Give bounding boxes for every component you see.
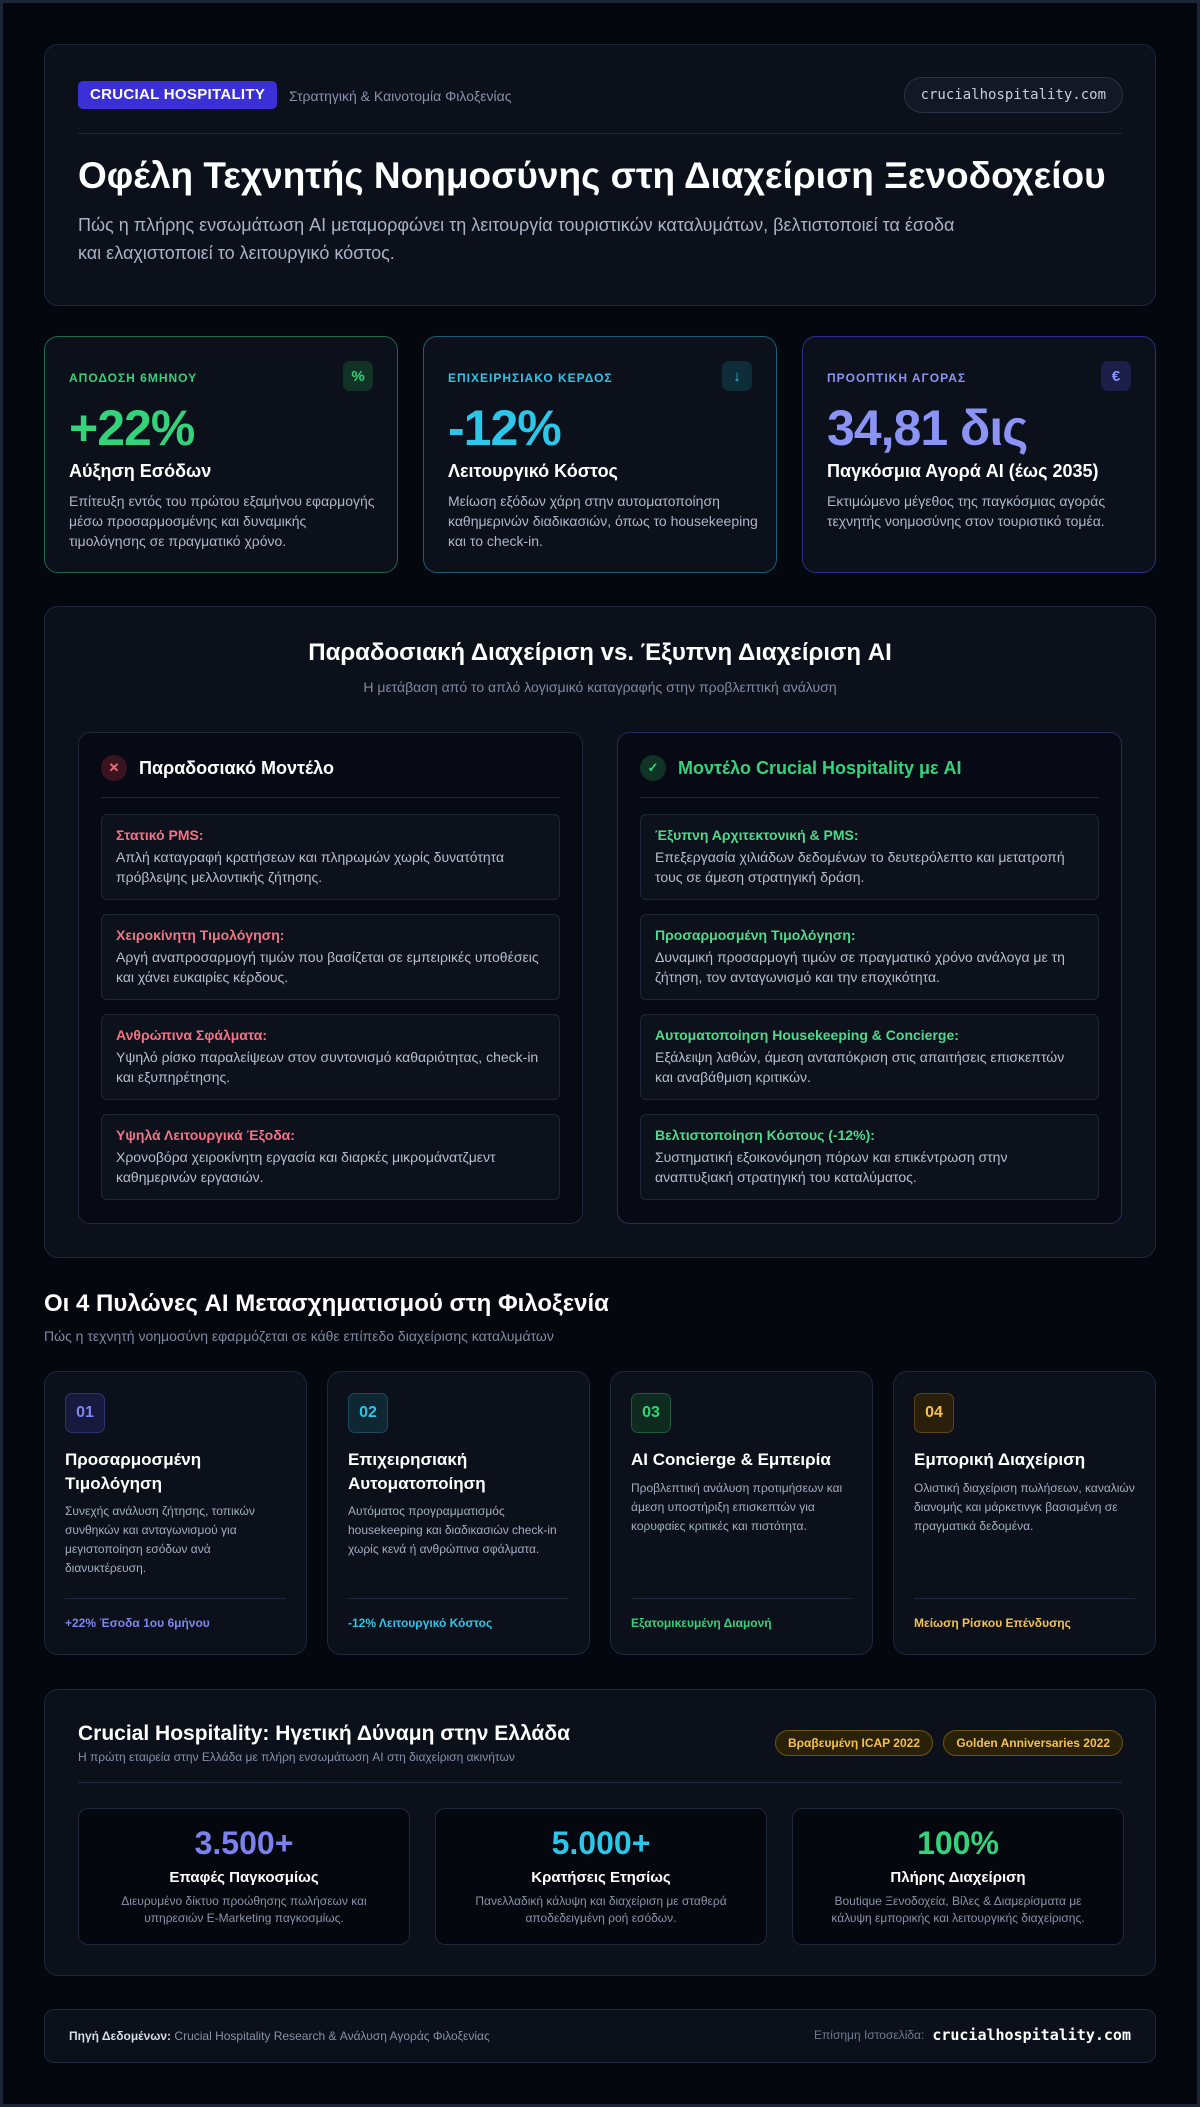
pillar-name: AI Concierge & Εμπειρία <box>631 1450 831 1469</box>
stat-value: 3.500+ <box>194 1825 294 1861</box>
close-icon: ✕ <box>101 755 127 781</box>
brand-badge: CRUCIAL HOSPITALITY <box>78 81 277 109</box>
pillar-name: Επιχειρησιακή Αυτοματοποίηση <box>348 1450 486 1493</box>
pillar-number: 02 <box>348 1393 388 1433</box>
divider <box>78 1782 1122 1783</box>
section-title: Παραδοσιακή Διαχείριση vs. Έξυπνη Διαχείριση AI <box>308 639 892 666</box>
item-title: Χειροκίνητη Τιμολόγηση: <box>116 927 285 943</box>
award-badge: Βραβευμένη ICAP 2022 <box>775 1730 933 1756</box>
pillar-description: Ολιστική διαχείριση πωλήσεων, καναλιών διανομής και μάρκετινγκ βασισμένη σε πραγματικά δεδομένα. <box>914 1481 1135 1533</box>
pillar-card-automation <box>327 1371 590 1655</box>
section-title: Crucial Hospitality: Ηγετική Δύναμη στην Ελλάδα <box>78 1722 570 1745</box>
pillar-number: 03 <box>631 1393 671 1433</box>
header-card <box>44 44 1156 306</box>
item-title: Βελτιστοποίηση Κόστους (-12%): <box>655 1127 875 1143</box>
stat-card-contacts <box>78 1808 410 1945</box>
stat-description: Πανελλαδική κάλυψη και διαχείριση με σταθερά αποδεδειγμένη ροή εσόδων. <box>475 1894 727 1925</box>
stat-card-management <box>792 1808 1124 1945</box>
website-link[interactable]: crucialhospitality.com <box>904 77 1123 113</box>
check-icon: ✓ <box>640 755 666 781</box>
pillar-description: Προβλεπτική ανάλυση προτιμήσεων και άμεση υποστήριξη επισκεπτών για κορυφαίες κριτικές και πιστότητα. <box>631 1481 843 1533</box>
pillar-card-pricing <box>44 1371 307 1655</box>
column-header <box>101 755 334 781</box>
list-item <box>640 1114 1099 1200</box>
ai-model-column <box>617 732 1122 1224</box>
pillars-title: Οι 4 Πυλώνες AI Μετασχηματισμού στη Φιλοξενία <box>44 1290 609 1317</box>
footer <box>44 2009 1156 2063</box>
kpi-description: Μείωση εξόδων χάρη στην αυτοματοποίηση καθημερινών διαδικασιών, όπως το housekeeping και το check-in. <box>448 493 758 549</box>
list-item <box>101 814 560 900</box>
pillar-number: 01 <box>65 1393 105 1433</box>
kpi-label: ΠΡΟΟΠΤΙΚΗ ΑΓΟΡΑΣ <box>827 371 967 385</box>
footer-website-link[interactable]: crucialhospitality.com <box>932 2026 1131 2044</box>
brand-tagline: Στρατηγική & Καινοτομία Φιλοξενίας <box>289 88 512 104</box>
stat-value: 100% <box>917 1825 999 1861</box>
page-subtitle: Πώς η πλήρης ενσωμάτωση AI μεταμορφώνει τη λειτουργία τουριστικών καταλυμάτων, βελτιστοποιεί τα έσοδα και ελαχιστοποιεί το λειτουργικό κόστος. <box>78 215 955 263</box>
source-text: Crucial Hospitality Research & Ανάλυση Αγοράς Φιλοξενίας <box>174 2029 490 2043</box>
traditional-model-column <box>78 732 583 1224</box>
pillar-result: +22% Έσοδα 1ου 6μήνου <box>65 1616 210 1630</box>
website-label: Επίσημη Ιστοσελίδα: <box>814 2028 925 2042</box>
kpi-name: Αύξηση Εσόδων <box>69 461 212 481</box>
pillar-card-concierge <box>610 1371 873 1655</box>
list-item <box>101 1114 560 1200</box>
divider <box>101 797 560 798</box>
stat-card-bookings <box>435 1808 767 1945</box>
list-item <box>101 914 560 1000</box>
kpi-description: Επίτευξη εντός του πρώτου εξαμήνου εφαρμογής μέσω προσαρμοσμένης και δυναμικής τιμολόγησης σε πραγματικό χρόνο. <box>69 493 375 549</box>
award-badge: Golden Anniversaries 2022 <box>943 1730 1123 1756</box>
pillar-number: 04 <box>914 1393 954 1433</box>
kpi-name: Λειτουργικό Κόστος <box>448 461 618 481</box>
kpi-card-market <box>802 336 1156 573</box>
official-website <box>814 2026 1131 2044</box>
stat-name: Πλήρης Διαχείριση <box>890 1869 1026 1886</box>
item-title: Προσαρμοσμένη Τιμολόγηση: <box>655 927 856 943</box>
kpi-card-revenue <box>44 336 398 573</box>
column-header <box>640 755 962 781</box>
page-title: Οφέλη Τεχνητής Νοημοσύνης στη Διαχείριση Ξενοδοχείου <box>78 155 1106 196</box>
item-title: Έξυπνη Αρχιτεκτονική & PMS: <box>655 827 859 843</box>
kpi-label: ΕΠΙΧΕΙΡΗΣΙΑΚΟ ΚΕΡΔΟΣ <box>448 371 613 385</box>
pillar-description: Αυτόματος προγραμματισμός housekeeping και διαδικασιών check-in χωρίς κενά ή ανθρώπινα σφάλματα. <box>348 1504 557 1556</box>
list-item <box>640 814 1099 900</box>
arrow-down-icon: ↓ <box>722 361 752 391</box>
item-description: Υψηλό ρίσκο παραλείψεων στον συντονισμό καθαριότητας, check-in και εξυπηρέτησης. <box>116 1049 539 1085</box>
list-item <box>101 1014 560 1100</box>
item-description: Αργή αναπροσαρμογή τιμών που βασίζεται σε εμπειρικές υποθέσεις και χάνει ευκαιρίες κέρδους. <box>116 949 539 985</box>
item-description: Επεξεργασία χιλιάδων δεδομένων το δευτερόλεπτο και μετατροπή τους σε άμεση στρατηγική δράση. <box>655 849 1065 885</box>
comparison-section <box>44 606 1156 1258</box>
kpi-value: +22% <box>69 400 195 456</box>
pillar-result: Εξατομικευμένη Διαμονή <box>631 1616 772 1630</box>
divider <box>631 1598 852 1599</box>
stat-description: Boutique Ξενοδοχεία, Βίλες & Διαμερίσματα με κάλυψη εμπορικής και λειτουργικής διαχείρισης. <box>831 1894 1085 1925</box>
kpi-label: ΑΠΟΔΟΣΗ 6ΜΗΝΟΥ <box>69 371 198 385</box>
column-title: Μοντέλο Crucial Hospitality με AI <box>678 757 962 778</box>
percent-icon: % <box>343 361 373 391</box>
divider <box>65 1598 286 1599</box>
divider <box>78 133 1122 134</box>
section-subtitle: Η πρώτη εταιρεία στην Ελλάδα με πλήρη ενσωμάτωση AI στη διαχείριση ακινήτων <box>78 1750 515 1764</box>
list-item <box>640 1014 1099 1100</box>
kpi-description: Εκτιμώμενο μέγεθος της παγκόσμιας αγοράς τεχνητής νοημοσύνης στον τουριστικό τομέα. <box>827 493 1106 529</box>
stat-name: Κρατήσεις Ετησίως <box>531 1869 671 1886</box>
stat-name: Επαφές Παγκοσμίως <box>169 1869 319 1886</box>
leadership-section <box>44 1689 1156 1976</box>
kpi-name: Παγκόσμια Αγορά AI (έως 2035) <box>827 461 1099 481</box>
pillar-name: Προσαρμοσμένη Τιμολόγηση <box>65 1450 202 1493</box>
item-description: Συστηματική εξοικονόμηση πόρων και επικέντρωση στην αναπτυξιακή στρατηγική του καταλύματος. <box>655 1149 1008 1185</box>
item-description: Χρονοβόρα χειροκίνητη εργασία και διαρκές μικρομάνατζμεντ καθημερινών εργασιών. <box>116 1149 496 1185</box>
divider <box>640 797 1099 798</box>
list-item <box>640 914 1099 1000</box>
pillar-result: Μείωση Ρίσκου Επένδυσης <box>914 1616 1071 1630</box>
stat-description: Διευρυμένο δίκτυο προώθησης πωλήσεων και υπηρεσιών E-Marketing παγκοσμίως. <box>121 1894 367 1925</box>
source-label: Πηγή Δεδομένων: <box>69 2029 172 2043</box>
euro-icon: € <box>1101 361 1131 391</box>
divider <box>914 1598 1135 1599</box>
pillar-name: Εμπορική Διαχείριση <box>914 1450 1086 1469</box>
item-description: Απλή καταγραφή κρατήσεων και πληρωμών χωρίς δυνατότητα πρόβλεψης μελλοντικής ζήτησης. <box>116 849 505 885</box>
kpi-value: -12% <box>448 400 561 456</box>
pillar-result: -12% Λειτουργικό Κόστος <box>348 1616 493 1630</box>
divider <box>348 1598 569 1599</box>
item-title: Αυτοματοποίηση Housekeeping & Concierge: <box>655 1027 959 1043</box>
item-description: Εξάλειψη λαθών, άμεση ανταπόκριση στις απαιτήσεις επισκεπτών και αναβάθμιση κριτικών. <box>655 1049 1065 1085</box>
item-title: Στατικό PMS: <box>116 827 204 843</box>
pillars-subtitle: Πώς η τεχνητή νοημοσύνη εφαρμόζεται σε κάθε επίπεδο διαχείρισης καταλυμάτων <box>44 1328 554 1344</box>
pillar-description: Συνεχής ανάλυση ζήτησης, τοπικών συνθηκών και ανταγωνισμού για μεγιστοποίηση εσόδων ανά διανυκτέρευση. <box>65 1504 255 1575</box>
column-title: Παραδοσιακό Μοντέλο <box>139 757 334 778</box>
data-source <box>69 2029 490 2043</box>
kpi-value: 34,81 δις <box>827 400 1028 456</box>
item-title: Ανθρώπινα Σφάλματα: <box>116 1027 268 1043</box>
stat-value: 5.000+ <box>551 1825 651 1861</box>
pillar-card-commercial <box>893 1371 1156 1655</box>
kpi-card-cost <box>423 336 777 573</box>
item-title: Υψηλά Λειτουργικά Έξοδα: <box>116 1127 295 1143</box>
item-description: Δυναμική προσαρμογή τιμών σε πραγματικό χρόνο ανάλογα με τη ζήτηση, τον ανταγωνισμό και την εποχικότητα. <box>655 949 1065 985</box>
section-subtitle: Η μετάβαση από το απλό λογισμικό καταγραφής στην προβλεπτική ανάλυση <box>363 679 837 695</box>
